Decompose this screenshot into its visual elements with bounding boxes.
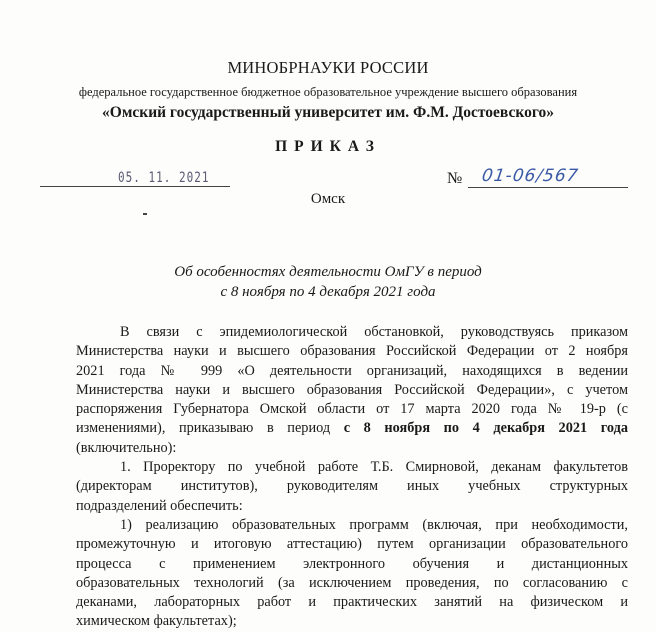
number-sign: №	[447, 170, 463, 187]
institution-type: федеральное государственное бюджетное образовательное учреждение высшего образования	[78, 85, 578, 99]
city: Омск	[310, 191, 346, 207]
number-underline	[468, 187, 628, 188]
ministry-heading: МИНОБРНАУКИ РОССИИ	[227, 58, 429, 77]
scan-mark	[143, 213, 147, 215]
clause-line: 1. Проректору по учебной работе Т.Б. Смирновой, деканам факультетов	[120, 459, 628, 475]
preamble-line-start: изменениями), приказываю в период	[76, 420, 344, 437]
subclause-line: деканами, лабораторных работ и практических занятий на физическом и	[76, 594, 628, 611]
date-underline	[40, 186, 230, 187]
subclause-line: химическом факультетах);	[76, 613, 237, 630]
order-date-stamp: 05. 11. 2021	[118, 169, 210, 186]
clause-1-paragraph	[76, 458, 628, 516]
clause-line: подразделений обеспечить:	[76, 497, 243, 514]
preamble-line: Министерства науки и высшего образования Российской Федерации от 2 ноября	[76, 343, 628, 360]
subclause-line: процесса с применением электронного обучения и дистанционных	[76, 555, 628, 572]
preamble-line: 2021 года № 999 «О деятельности организаций, находящихся в ведении	[76, 362, 628, 379]
subject-line-2: с 8 ноября по 4 декабря 2021 года	[220, 284, 436, 300]
order-number-handwritten: 01-06/567	[480, 166, 580, 186]
preamble-line: распоряжения Губернатора Омской области от 17 марта 2020 года № 19-р (с	[76, 401, 628, 418]
preamble-line-with-period	[76, 419, 628, 438]
subject-line-1: Об особенностях деятельности ОмГУ в период	[174, 264, 482, 280]
clause-1-1-paragraph	[76, 516, 628, 632]
period-dates-bold: с 8 ноября по 4 декабря 2021 года	[343, 420, 628, 437]
preamble-line: В связи с эпидемиологической обстановкой, руководствуясь приказом	[120, 324, 628, 340]
university-name: «Омский государственный университет им. Ф.М. Достоевского»	[102, 104, 554, 121]
clause-line: (директорам институтов), руководителям иных учебных структурных	[76, 478, 628, 495]
preamble-line: Министерства науки и высшего образования Российской Федерации», с учетом	[76, 381, 628, 398]
subclause-line: 1) реализацию образовательных программ (включая, при необходимости,	[120, 517, 628, 533]
subclause-line: промежуточную и итоговую аттестацию) путем организации образовательного	[76, 536, 628, 553]
preamble-line: (включительно):	[76, 439, 177, 456]
preamble-paragraph	[76, 323, 628, 458]
document-type-title: ПРИКАЗ	[275, 138, 381, 155]
subclause-line: образовательных технологий (за исключением проведения, по согласованию с	[76, 574, 628, 591]
